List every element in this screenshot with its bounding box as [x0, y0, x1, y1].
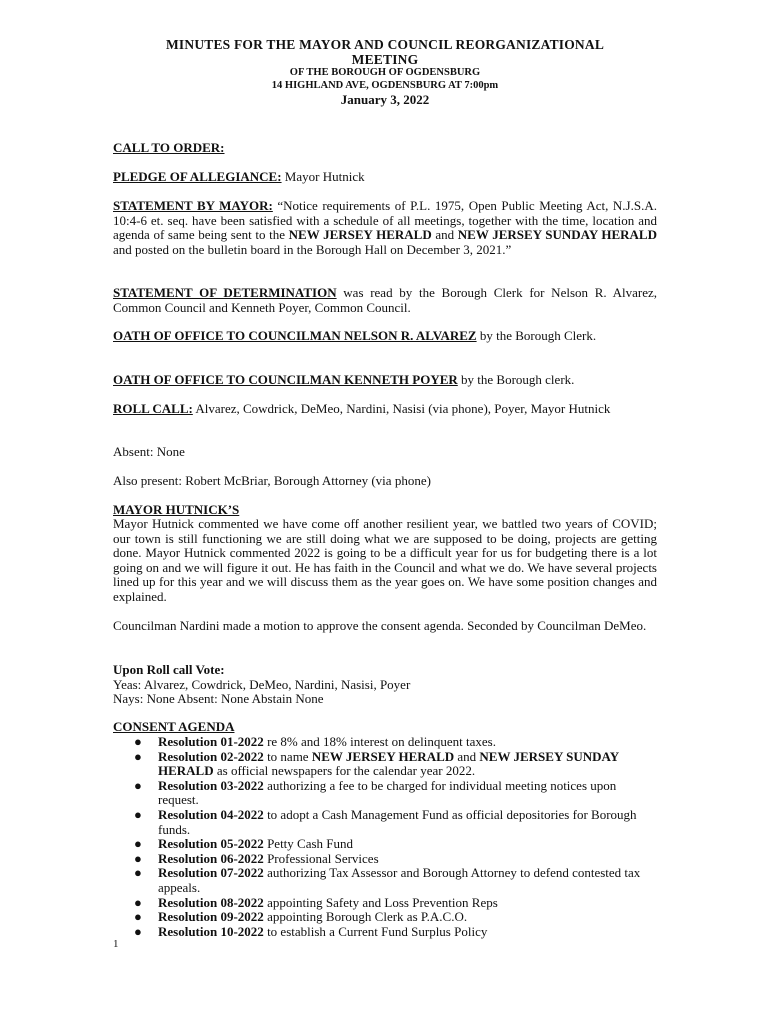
mayor-comments-text: Mayor Hutnick commented we have come off another resilient year, we battled two years of COVID; our town is still functioning we are still doing what we are supposed to be doing, projects are getting done. Mayor Hutnick commented 2022 is going to be a difficult year for us for budgeting there is a lot going on and we will figure it out. He has faith in the Council and what we do. We have several projects lined up for this year and we will discuss them as the year goes on. We have some position changes and explained.: [113, 516, 657, 604]
statement-mayor-heading: STATEMENT BY MAYOR:: [113, 198, 273, 213]
resolution-text: to name: [263, 748, 312, 764]
absent-line: Absent: None: [113, 444, 185, 459]
oath-alvarez-text: by the Borough Clerk.: [476, 328, 597, 343]
resolution-item: [113, 896, 657, 911]
pledge-text: Mayor Hutnick: [281, 169, 365, 184]
resolution-item: [113, 808, 657, 837]
bullet-icon: ●: [134, 923, 142, 939]
page-number: 1: [113, 938, 119, 950]
determination-text: was read by the Borough Clerk for Nelson R. Alvarez, Common Council and Kenneth Poyer, Common Council.: [113, 285, 657, 315]
title-line-2: MEETING: [351, 52, 419, 67]
determination-heading: STATEMENT OF DETERMINATION: [113, 285, 337, 300]
newspaper-name-1: NEW JERSEY HERALD: [288, 227, 432, 243]
resolution-text: Professional Services: [263, 850, 379, 866]
newspaper-name: NEW JERSEY HERALD: [311, 748, 455, 764]
resolution-text: appointing Borough Clerk as P.A.C.O.: [263, 909, 468, 925]
oath-poyer-heading: OATH OF OFFICE TO COUNCILMAN KENNETH POYER: [113, 372, 458, 387]
resolution-text: Petty Cash Fund: [263, 836, 354, 852]
resolution-item: [113, 779, 657, 808]
statement-mayor-text-2: and: [431, 227, 458, 243]
bullet-icon: ●: [134, 850, 142, 866]
resolution-text: re 8% and 18% interest on delinquent taxes.: [263, 734, 496, 749]
newspaper-name: NEW JERSEY SUNDAY HERALD: [158, 748, 619, 779]
oath-poyer-text: by the Borough clerk.: [457, 372, 575, 387]
address-line: 14 HIGHLAND AVE, OGDENSBURG AT 7:00pm: [271, 80, 499, 91]
resolution-number: Resolution 01-2022: [158, 734, 264, 749]
resolution-text: to adopt a Cash Management Fund as official depositories for Borough funds.: [158, 806, 637, 837]
resolution-list: [113, 735, 657, 939]
resolution-number: Resolution 07-2022: [158, 865, 264, 881]
motion-text: Councilman Nardini made a motion to approve the consent agenda. Seconded by Councilman DeMeo.: [113, 618, 647, 633]
vote-nays: Nays: None Absent: None Abstain None: [113, 691, 324, 707]
resolution-number: Resolution 09-2022: [158, 909, 264, 925]
resolution-item: [113, 910, 657, 925]
resolution-item: [113, 837, 657, 852]
bullet-icon: ●: [134, 865, 142, 881]
pledge-section: [113, 170, 657, 185]
consent-agenda-heading-row: [113, 720, 657, 735]
resolution-item: [113, 750, 657, 779]
roll-call: [113, 402, 657, 417]
resolution-number: Resolution 06-2022: [158, 850, 264, 866]
oath-alvarez: [113, 329, 657, 344]
pledge-heading: PLEDGE OF ALLEGIANCE:: [113, 169, 282, 184]
resolution-text: authorizing a fee to be charged for individual meeting notices upon request.: [158, 777, 617, 808]
meeting-date: January 3, 2022: [340, 92, 430, 107]
vote-yeas: Yeas: Alvarez, Cowdrick, DeMeo, Nardini, Nasisi, Poyer: [113, 676, 411, 692]
statement-of-determination: [113, 286, 657, 315]
consent-agenda-heading: CONSENT AGENDA: [113, 719, 235, 734]
resolution-text: appointing Safety and Loss Prevention Reps: [263, 894, 498, 910]
bullet-icon: ●: [134, 806, 142, 822]
call-to-order: [113, 141, 657, 156]
resolution-item: [113, 735, 657, 750]
newspaper-name-2: NEW JERSEY SUNDAY HERALD: [457, 227, 657, 243]
bullet-icon: ●: [134, 894, 142, 910]
resolution-text: as official newspapers for the calendar year 2022.: [213, 763, 476, 779]
vote-heading: Upon Roll call Vote:: [113, 662, 225, 677]
resolution-number: Resolution 10-2022: [158, 923, 264, 939]
statement-mayor-text-3: and posted on the bulletin board in the Borough Hall on December 3, 2021.”: [113, 241, 512, 257]
resolution-text: and: [454, 748, 480, 764]
roll-call-heading: ROLL CALL:: [113, 401, 193, 416]
resolution-text: authorizing Tax Assessor and Borough Attorney to defend contested tax appeals.: [158, 865, 641, 895]
resolution-text: to establish a Current Fund Surplus Policy: [263, 923, 488, 939]
resolution-number: Resolution 04-2022: [158, 806, 264, 822]
bullet-icon: ●: [134, 748, 142, 764]
oath-poyer: [113, 373, 657, 388]
bullet-icon: ●: [134, 836, 142, 852]
bullet-icon: ●: [134, 777, 142, 793]
oath-alvarez-heading: OATH OF OFFICE TO COUNCILMAN NELSON R. ALVAREZ: [113, 328, 477, 343]
resolution-item: [113, 925, 657, 940]
bullet-icon: ●: [134, 734, 142, 749]
call-to-order-heading: CALL TO ORDER:: [113, 140, 225, 155]
borough-line: OF THE BOROUGH OF OGDENSBURG: [289, 67, 481, 78]
bullet-icon: ●: [134, 909, 142, 925]
resolution-item: [113, 852, 657, 867]
resolution-number: Resolution 02-2022: [158, 748, 264, 764]
also-present-line: Also present: Robert McBriar, Borough Attorney (via phone): [113, 473, 431, 488]
resolution-number: Resolution 03-2022: [158, 777, 264, 793]
mayor-comments-heading: MAYOR HUTNICK’S: [113, 502, 240, 517]
title-line-1: MINUTES FOR THE MAYOR AND COUNCIL REORGANIZATIONAL: [165, 37, 605, 52]
statement-mayor-text-1: “Notice requirements of P.L. 1975, Open Public Meeting Act, N.J.S.A. 10:4-6 et. seq. have been satisfied with a schedule of all meetings, together with the time, location and agenda of same being sent to the: [113, 198, 657, 243]
roll-call-vote: [113, 663, 657, 707]
resolution-number: Resolution 05-2022: [158, 836, 264, 852]
resolution-number: Resolution 08-2022: [158, 894, 264, 910]
roll-call-text: Alvarez, Cowdrick, DeMeo, Nardini, Nasisi (via phone), Poyer, Mayor Hutnick: [192, 401, 611, 416]
statement-by-mayor: [113, 199, 657, 257]
resolution-item: [113, 866, 657, 895]
